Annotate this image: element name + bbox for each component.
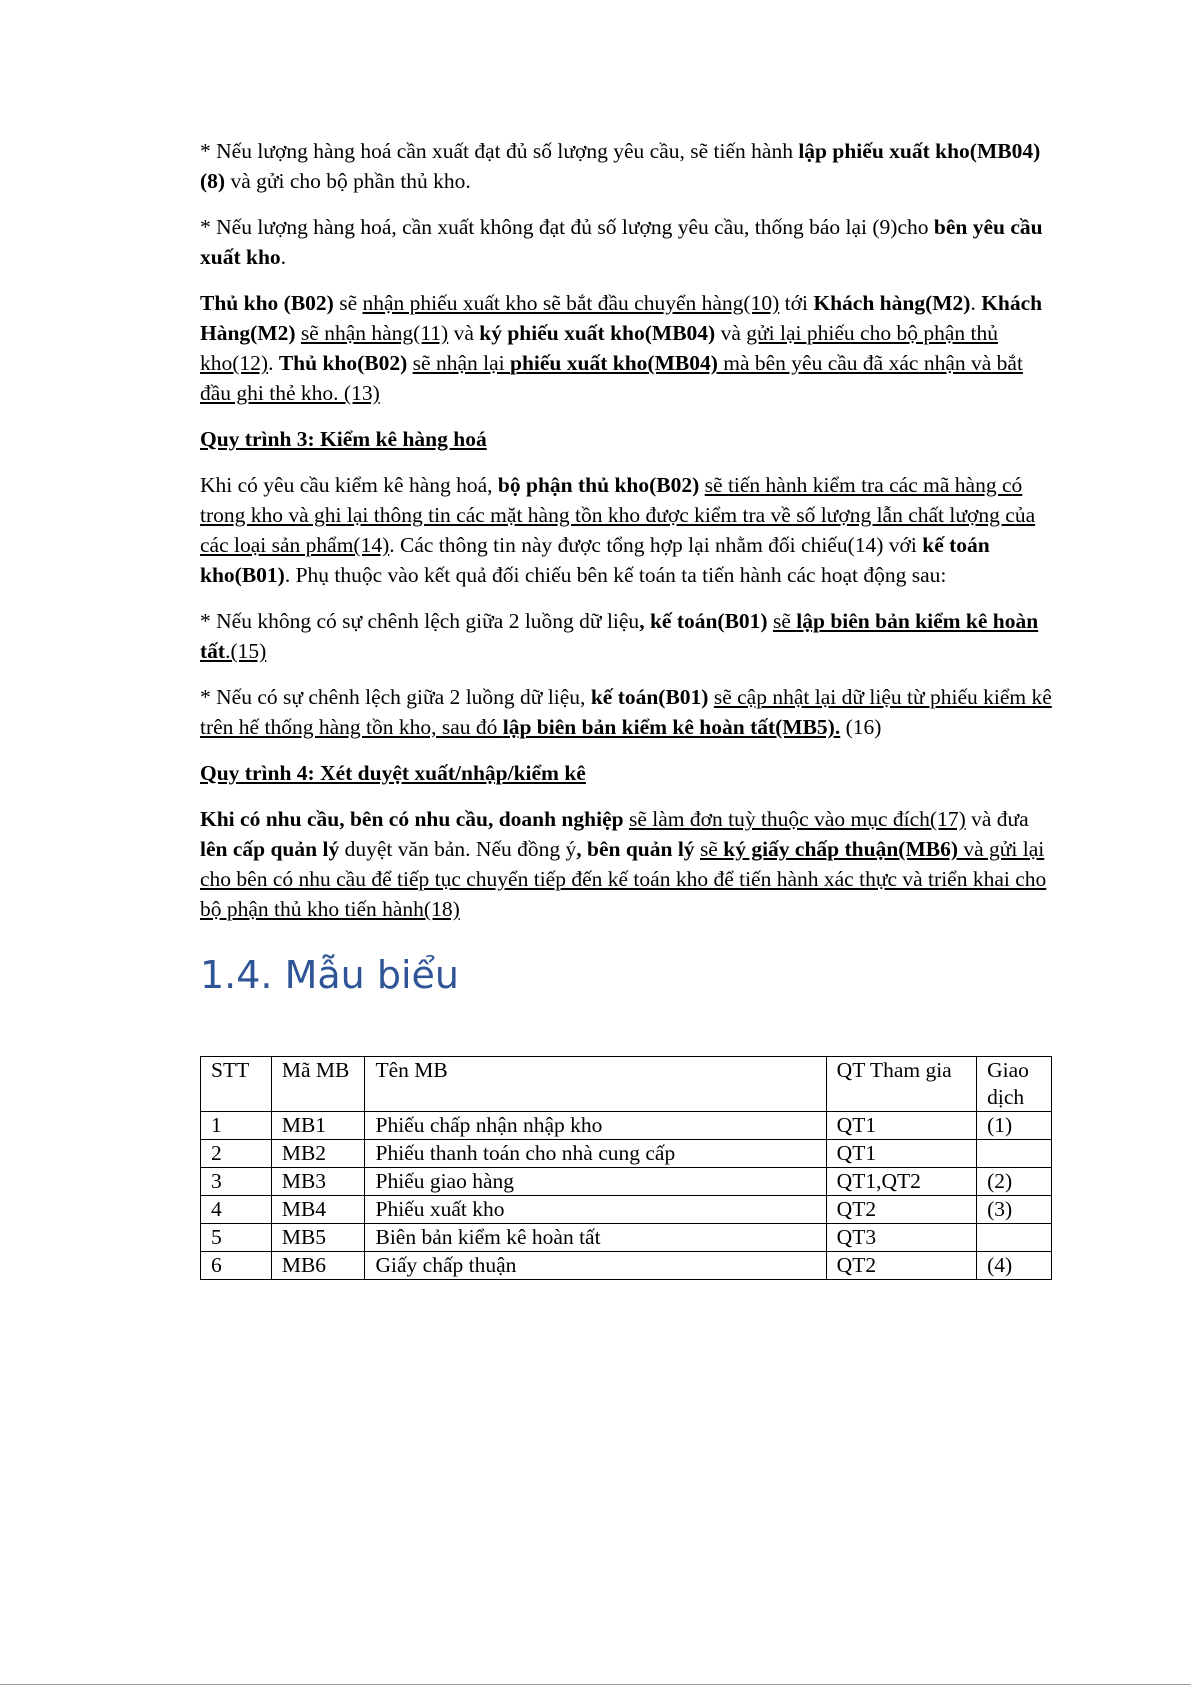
bold-underlined-text: phiếu xuất kho(MB04) [510, 351, 718, 375]
cell: MB4 [271, 1196, 365, 1224]
cell: (4) [977, 1252, 1052, 1280]
underlined-text: gửi lại phiếu cho bộ phận thủ kho(12) [200, 321, 998, 375]
cell: MB2 [271, 1140, 365, 1168]
paragraph-no-difference [200, 606, 1052, 666]
text: * Nếu không có sự chênh lệch giữa 2 luồng dữ liệu [200, 609, 640, 633]
cell: Phiếu thanh toán cho nhà cung cấp [365, 1140, 826, 1168]
heading-process-3 [200, 424, 1052, 454]
underlined-text: sẽ [699, 837, 724, 861]
paragraph-inventory-check [200, 470, 1052, 590]
text: (16) [840, 715, 882, 739]
document-page [200, 136, 1052, 1280]
heading-text: Quy trình 4: Xét duyệt xuất/nhập/kiểm kê [200, 761, 586, 785]
text: . [280, 245, 287, 269]
cell: Giấy chấp thuận [365, 1252, 826, 1280]
cell: Phiếu xuất kho [365, 1196, 826, 1224]
bold-text: Thủ kho (B02) [200, 291, 334, 315]
text: * Nếu lượng hàng hoá cần xuất đạt đủ số lượng yêu cầu, sẽ tiến hành [200, 139, 799, 163]
cell: (3) [977, 1196, 1052, 1224]
text: và gửi cho bộ phần thủ kho. [225, 169, 471, 193]
section-title: 1.4. Mẫu biểu [200, 953, 459, 997]
underlined-text: và gửi lại cho bên có nhu cầu để tiếp tục chuyển tiếp đến kế toán kho để tiến hành xác thực và triển khai cho bộ phận thủ kho tiến hành(18) [200, 837, 1047, 921]
cell: QT2 [826, 1252, 976, 1280]
paragraph-export-insufficient [200, 212, 1052, 272]
cell: QT1 [826, 1140, 976, 1168]
paragraph-approval [200, 804, 1052, 924]
bold-text: kế toán(B01) [590, 685, 709, 709]
cell: 6 [201, 1252, 272, 1280]
underlined-text: nhận phiếu xuất kho sẽ bắt đầu chuyển hàng(10) [362, 291, 780, 315]
cell [977, 1140, 1052, 1168]
cell: Biên bản kiểm kê hoàn tất [365, 1224, 826, 1252]
header-cell: STT [201, 1057, 272, 1112]
underlined-text: sẽ làm đơn tuỳ thuộc vào mục đích(17) [628, 807, 966, 831]
text: Khi có yêu cầu kiểm kê hàng hoá, [200, 473, 498, 497]
cell: 1 [201, 1112, 272, 1140]
cell: MB6 [271, 1252, 365, 1280]
table-row [201, 1224, 1052, 1252]
cell: QT1,QT2 [826, 1168, 976, 1196]
underlined-text: mà bên yêu cầu đã xác nhận và bắt đầu ghi thẻ kho. (13) [200, 351, 1023, 405]
heading-process-4 [200, 758, 1052, 788]
table-row [201, 1168, 1052, 1196]
text: tới [779, 291, 814, 315]
cell: (2) [977, 1168, 1052, 1196]
bold-underlined-text: lập biên bản kiểm kê hoàn tất(MB5). [502, 715, 841, 739]
forms-table [200, 1056, 1052, 1280]
bold-text: bên yêu cầu xuất kho [200, 215, 1043, 269]
bold-text: bộ phận thủ kho(B02) [497, 473, 700, 497]
cell: Phiếu giao hàng [365, 1168, 826, 1196]
paragraph-has-difference [200, 682, 1052, 742]
bold-text: kế toán kho(B01) [200, 533, 990, 587]
text: sẽ [333, 291, 363, 315]
header-cell: Giao dịch [977, 1057, 1052, 1112]
text: . [268, 351, 279, 375]
cell: 5 [201, 1224, 272, 1252]
header-cell: Mã MB [271, 1057, 365, 1112]
paragraph-warehouse-keeper [200, 288, 1052, 408]
table-row [201, 1140, 1052, 1168]
underlined-text: sẽ nhận hàng(11) [300, 321, 449, 345]
cell: 2 [201, 1140, 272, 1168]
text: * Nếu lượng hàng hoá, cần xuất không đạt đủ số lượng yêu cầu, thống báo lại (9)cho [200, 215, 934, 239]
underlined-text: sẽ tiến hành kiểm tra các mã hàng có trong kho và ghi lại thông tin các mặt hàng tồn kho được kiểm tra về số lượng lẫn chất lượng của các loại sản phẩm(14) [200, 473, 1036, 557]
bold-text: , kế toán(B01) [639, 609, 768, 633]
table-header-row [201, 1057, 1052, 1112]
cell: MB5 [271, 1224, 365, 1252]
text: và [715, 321, 747, 345]
underlined-text: sẽ nhận lại [412, 351, 510, 375]
bold-text: lập phiếu xuất kho(MB04)(8) [200, 139, 1041, 193]
paragraph-export-sufficient [200, 136, 1052, 196]
table-row [201, 1196, 1052, 1224]
cell: 4 [201, 1196, 272, 1224]
bold-text: lên cấp quản lý [200, 837, 340, 861]
cell: QT3 [826, 1224, 976, 1252]
cell: QT2 [826, 1196, 976, 1224]
text: và [448, 321, 480, 345]
text: . Phụ thuộc vào kết quả đối chiếu bên kế toán ta tiến hành các hoạt động sau: [284, 563, 947, 587]
underlined-text: sẽ [772, 609, 797, 633]
header-cell: Tên MB [365, 1057, 826, 1112]
text: và đưa [965, 807, 1029, 831]
bold-text: Khi có nhu cầu, bên có nhu cầu, doanh nghiệp [200, 807, 624, 831]
cell: MB3 [271, 1168, 365, 1196]
cell: (1) [977, 1112, 1052, 1140]
text: duyệt văn bản. Nếu đồng ý [339, 837, 577, 861]
bold-text: ký phiếu xuất kho(MB04) [479, 321, 716, 345]
bold-text: Khách Hàng(M2) [200, 291, 1043, 345]
underlined-text: sẽ cập nhật lại dữ liệu từ phiếu kiểm kê trên hế thống hàng tồn kho, sau đó [200, 685, 1052, 739]
table-row [201, 1252, 1052, 1280]
bold-text: Khách hàng(M2) [813, 291, 971, 315]
bold-underlined-text: lập biên bản kiểm kê hoàn tất [200, 609, 1039, 663]
table-row [201, 1112, 1052, 1140]
text: . [970, 291, 982, 315]
heading-text: Quy trình 3: Kiểm kê hàng hoá [200, 427, 487, 451]
text: . Các thông tin này được tổng hợp lại nhằm đối chiếu(14) với [389, 533, 923, 557]
bold-text: , bên quản lý [576, 837, 695, 861]
cell [977, 1224, 1052, 1252]
cell: QT1 [826, 1112, 976, 1140]
cell: Phiếu chấp nhận nhập kho [365, 1112, 826, 1140]
text: * Nếu có sự chênh lệch giữa 2 luồng dữ liệu, [200, 685, 591, 709]
bold-text: Thủ kho(B02) [278, 351, 408, 375]
cell: MB1 [271, 1112, 365, 1140]
underlined-text: .(15) [225, 639, 267, 663]
cell: 3 [201, 1168, 272, 1196]
bold-underlined-text: ký giấy chấp thuận(MB6) [723, 837, 958, 861]
header-cell: QT Tham gia [826, 1057, 976, 1112]
